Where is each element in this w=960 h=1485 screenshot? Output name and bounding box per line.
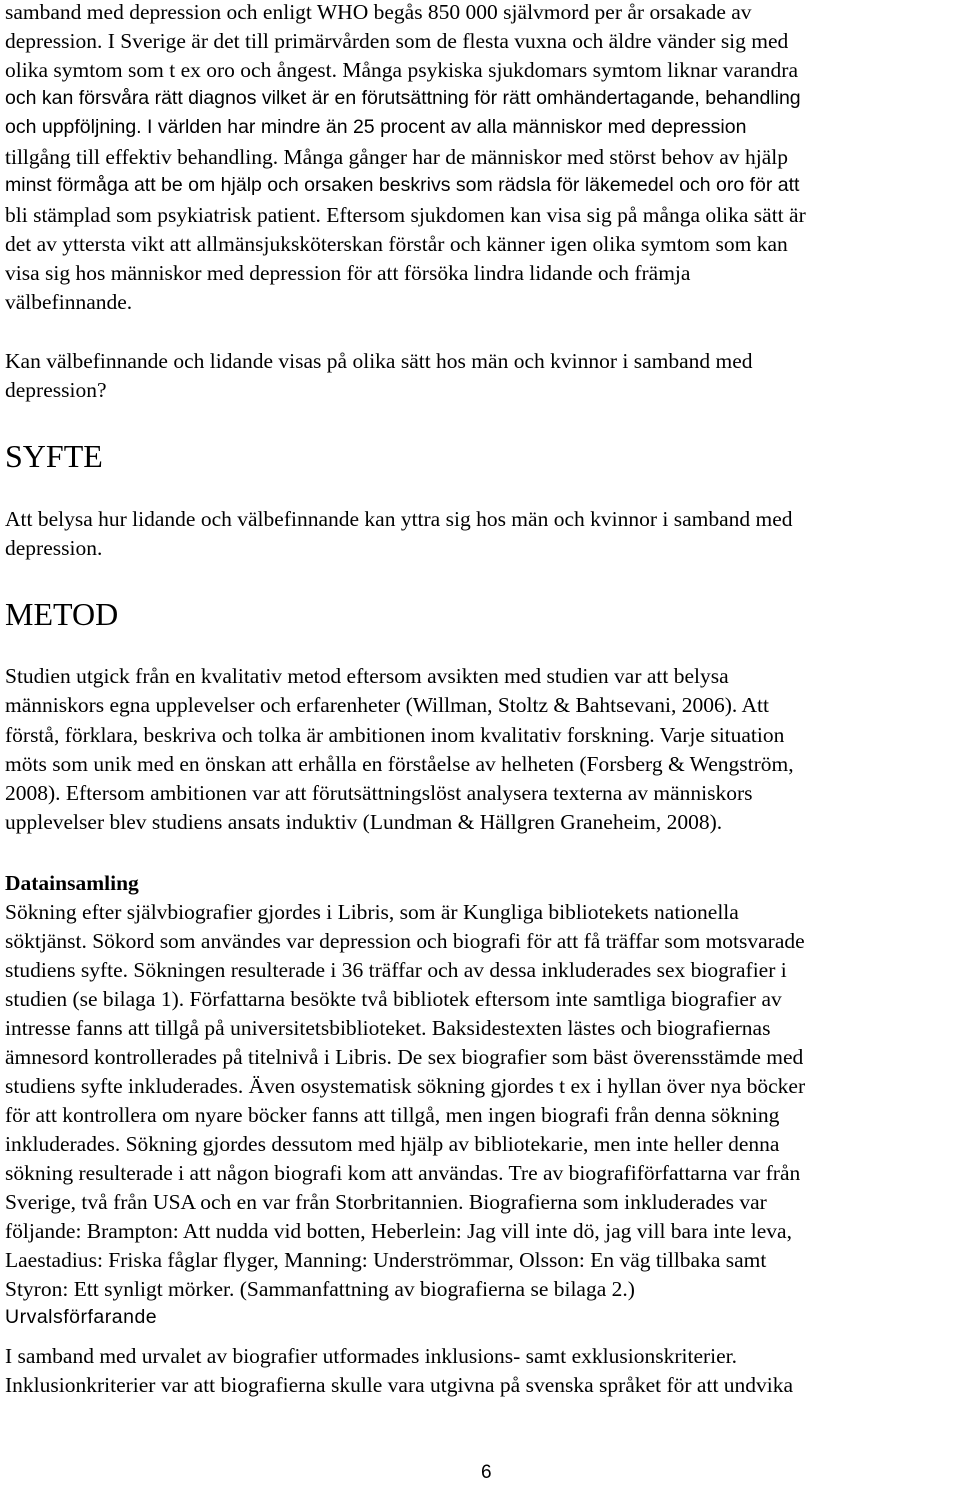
text-line: depression? bbox=[5, 378, 107, 402]
text-line: söktjänst. Sökord som användes var depression och biografi för att få träffar som motsvarade bbox=[5, 929, 805, 953]
text-line: bli stämplad som psykiatrisk patient. Eftersom sjukdomen kan visa sig på många olika sätt är bbox=[5, 203, 806, 227]
text-line: visa sig hos människor med depression för att försöka lindra lidande och främja bbox=[5, 261, 691, 285]
text-line: välbefinnande. bbox=[5, 290, 133, 314]
text-line: Sökning efter självbiografier gjordes i Libris, som är Kungliga bibliotekets nationella bbox=[5, 900, 739, 924]
page-number: 6 bbox=[481, 1462, 492, 1483]
text-line: människors egna upplevelser och erfarenheter (Willman, Stoltz & Bahtsevani, 2006). Att bbox=[5, 693, 769, 717]
text-line: Studien utgick från en kvalitativ metod eftersom avsikten med studien var att belysa bbox=[5, 664, 729, 688]
text-line: det av yttersta vikt att allmänsjuksköterskan förstår och känner igen olika symtom som kan bbox=[5, 232, 788, 256]
text-line: Att belysa hur lidande och välbefinnande kan yttra sig hos män och kvinnor i samband med bbox=[5, 507, 793, 531]
text-line: I samband med urvalet av biografier utformades inklusions- samt exklusionskriterier. bbox=[5, 1344, 738, 1368]
text-line: Sverige, två från USA och en var från Storbritannien. Biografierna som inkluderades var bbox=[5, 1190, 767, 1214]
text-line: studiens syfte inkluderades. Även osystematisk sökning gjordes t ex i hyllan över nya böcker bbox=[5, 1074, 806, 1098]
text-line: studiens syfte. Sökningen resulterade i 36 träffar och av dessa inkluderades sex biografier i bbox=[5, 958, 787, 982]
text-line: ämnesord kontrollerades på titelnivå i Libris. De sex biografier som bäst överensstämde med bbox=[5, 1045, 804, 1069]
text-line: och kan försvåra rätt diagnos vilket är en förutsättning för rätt omhändertagande, behandling bbox=[5, 87, 801, 109]
text-line: för att kontrollera om nyare böcker fanns att tillgå, men ingen biografi från denna sökning bbox=[5, 1103, 780, 1127]
text-line: studien (se bilaga 1). Författarna besökte två bibliotek eftersom inte samtliga biografier av bbox=[5, 987, 782, 1011]
text-line: förstå, förklara, beskriva och tolka är ambitionen inom kvalitativ forskning. Varje situation bbox=[5, 723, 785, 747]
text-line: möts som unik med en önskan att erhålla en förståelse av helheten (Forsberg & Wengström, bbox=[5, 752, 794, 776]
text-line: och uppföljning. I världen har mindre än 25 procent av alla människor med depression bbox=[5, 116, 747, 138]
text-line: minst förmåga att be om hjälp och orsaken beskrivs som rädsla för läkemedel och oro för att bbox=[5, 174, 800, 196]
text-line: inkluderades. Sökning gjordes dessutom med hjälp av bibliotekarie, men inte heller denna bbox=[5, 1132, 780, 1156]
text-line: tillgång till effektiv behandling. Många gånger har de människor med störst behov av hjälp bbox=[5, 145, 788, 169]
text-line: Kan välbefinnande och lidande visas på olika sätt hos män och kvinnor i samband med bbox=[5, 349, 753, 373]
text-line: samband med depression och enligt WHO begås 850 000 självmord per år orsakade av bbox=[5, 0, 752, 24]
section-heading: METOD bbox=[5, 596, 119, 632]
text-line: 2008). Eftersom ambitionen var att förutsättningslöst analysera texterna av människors bbox=[5, 781, 753, 805]
subsection-heading: Urvalsförfarande bbox=[5, 1306, 158, 1328]
text-line: sökning resulterade i att någon biografi kom att användas. Tre av biografiförfattarna var från bbox=[5, 1161, 801, 1185]
text-line: Laestadius: Friska fåglar flyger, Manning: Underströmmar, Olsson: En väg tillbaka samt bbox=[5, 1248, 767, 1272]
text-line: intresse fanns att tillgå på universitetsbiblioteket. Baksidestexten lästes och biografiernas bbox=[5, 1016, 771, 1040]
text-line: olika symtom som t ex oro och ångest. Många psykiska sjukdomars symtom liknar varandra bbox=[5, 58, 798, 82]
text-line: följande: Brampton: Att nudda vid botten, Heberlein: Jag vill inte dö, jag vill bara inte leva, bbox=[5, 1219, 792, 1243]
text-line: depression. I Sverige är det till primärvården som de flesta vuxna och äldre vänder sig med bbox=[5, 29, 789, 53]
text-line: Inklusionkriterier var att biografierna skulle vara utgivna på svenska språket för att undvika bbox=[5, 1373, 794, 1397]
text-line: upplevelser blev studiens ansats induktiv (Lundman & Hällgren Graneheim, 2008). bbox=[5, 810, 723, 834]
text-line: depression. bbox=[5, 536, 103, 560]
subsection-heading: Datainsamling bbox=[5, 871, 139, 895]
section-heading: SYFTE bbox=[5, 438, 103, 474]
text-line: Styron: Ett synligt mörker. (Sammanfattning av biografierna se bilaga 2.) bbox=[5, 1277, 635, 1301]
